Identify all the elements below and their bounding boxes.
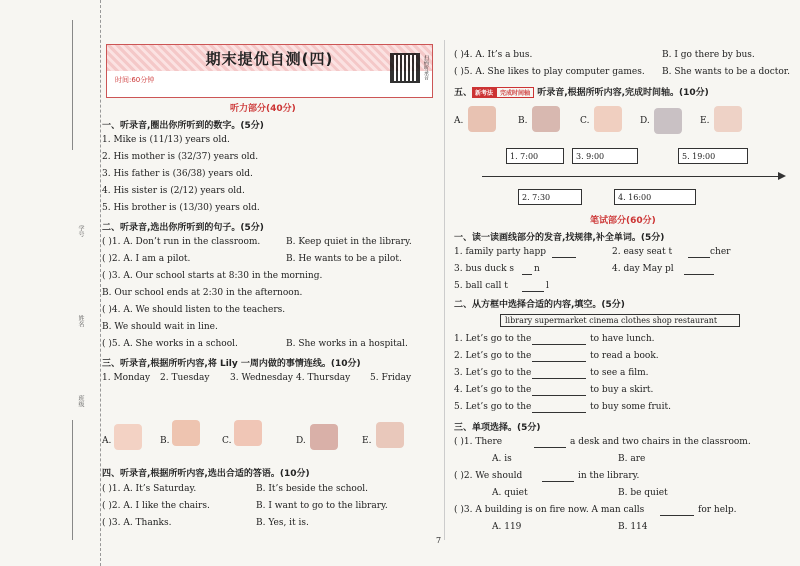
q3-day: 5. Friday — [370, 373, 412, 383]
girl-reading-picture — [594, 106, 622, 132]
q4-heading: 四、听录音,根据所听内容,选出合适的答语。(10分) — [102, 469, 310, 479]
q5-pic-label: C. — [580, 116, 590, 126]
w3-blank[interactable] — [542, 471, 574, 482]
q3-pic-label: A. — [102, 436, 112, 446]
q1-item: 1. Mike is (11/13) years old. — [102, 135, 230, 145]
q1-item: 2. His mother is (32/37) years old. — [102, 152, 259, 162]
w1-blank[interactable] — [552, 247, 576, 258]
girl-bed-picture — [468, 106, 496, 132]
w2-blank[interactable] — [532, 368, 586, 379]
q5-heading — [454, 85, 709, 98]
w3-question: ( )2. We should — [454, 471, 523, 481]
q5-pic-label: B. — [518, 116, 528, 126]
w2-item: 2. Let’s go to the — [454, 351, 532, 361]
w3-question-end: for help. — [698, 505, 737, 515]
timeline-slot[interactable]: 5. 19:00 — [678, 148, 748, 164]
q2-item-b: B. Keep quiet in the library. — [286, 237, 412, 247]
binding-label-id: 学号 — [77, 225, 84, 237]
w1-item: 3. bus duck s — [454, 264, 515, 274]
w1-heading: 一、读一读画线部分的发音,找规律,补全单词。(5分) — [454, 233, 665, 243]
w2-item-end: to buy some fruit. — [590, 402, 671, 412]
q3-day: 1. Monday — [102, 373, 151, 383]
q3-pic-label: C. — [222, 436, 232, 446]
w2-blank[interactable] — [532, 402, 586, 413]
w3-question: ( )1. There — [454, 437, 503, 447]
q4-item-b: B. I want to go to the library. — [256, 501, 388, 511]
w3-heading: 三、单项选择。(5分) — [454, 423, 541, 433]
girl-cooking-picture — [376, 422, 404, 448]
q4-item-a: ( )3. A. Thanks. — [102, 518, 172, 528]
q3-pic-label: E. — [362, 436, 372, 446]
q5-heading-text: 听录音,根据所听内容,完成时间轴。(10分) — [537, 88, 709, 98]
page-title: 期末提优自测(四) — [205, 49, 334, 68]
tv-picture — [654, 108, 682, 134]
w2-blank[interactable] — [532, 351, 586, 362]
w1-blank[interactable] — [522, 264, 532, 275]
timeline-arrow-icon — [778, 172, 786, 180]
w1-item: 2. easy seat t — [612, 247, 673, 257]
q4-item-b: B. It’s beside the school. — [256, 484, 369, 494]
q5-pic-label: D. — [640, 116, 650, 126]
title-box — [106, 44, 433, 98]
q1-heading: 一、听录音,圈出你所听到的数字。(5分) — [102, 121, 264, 131]
w3-option-b: B. are — [618, 454, 646, 464]
w1-item: 1. family party happ — [454, 247, 547, 257]
q2-item-a: ( )5. A. She works in a school. — [102, 339, 238, 349]
column-divider — [444, 40, 445, 540]
q4-item-a: ( )4. A. It’s a bus. — [454, 50, 533, 60]
q3-pic-label: B. — [160, 436, 170, 446]
q3-day: 2. Tuesday — [160, 373, 210, 383]
q5-pic-label: A. — [454, 116, 464, 126]
w1-blank[interactable] — [684, 264, 714, 275]
family-dinner-picture — [114, 424, 142, 450]
q4-item-a: ( )1. A. It’s Saturday. — [102, 484, 197, 494]
q1-item: 3. His father is (36/38) years old. — [102, 169, 253, 179]
w2-item: 3. Let’s go to the — [454, 368, 532, 378]
timeline-slot[interactable]: 3. 9:00 — [572, 148, 638, 164]
q4-item-b: B. I go there by bus. — [662, 50, 755, 60]
q2-item-a: ( )1. A. Don’t run in the classroom. — [102, 237, 261, 247]
binding-label-name: 姓名 — [77, 315, 84, 327]
time-limit: 时间:60分钟 — [115, 76, 155, 84]
q2-item-b: B. She works in a hospital. — [286, 339, 408, 349]
w1-blank[interactable] — [522, 281, 544, 292]
q2-item-b: B. He wants to be a pilot. — [286, 254, 402, 264]
written-section-title: 笔试部分(60分) — [590, 216, 656, 226]
binding-line — [72, 20, 73, 150]
w1-item: 4. day May pl — [612, 264, 674, 274]
q1-item: 5. His brother is (13/30) years old. — [102, 203, 260, 213]
q4-item-b: B. She wants to be a doctor. — [662, 67, 790, 77]
word-bank-box: library supermarket cinema clothes shop restaurant — [500, 314, 740, 327]
w1-item: n — [534, 264, 540, 274]
timeline-slot[interactable]: 4. 16:00 — [614, 189, 696, 205]
w2-blank[interactable] — [532, 334, 586, 345]
timeline-slot[interactable]: 2. 7:30 — [518, 189, 582, 205]
timeline-slot[interactable]: 1. 7:00 — [506, 148, 564, 164]
girl-music-picture — [172, 420, 200, 446]
w2-blank[interactable] — [532, 385, 586, 396]
w2-heading: 二、从方框中选择合适的内容,填空。(5分) — [454, 300, 625, 310]
qr-code-icon[interactable] — [390, 53, 420, 83]
q4-item-a: ( )2. A. I like the chairs. — [102, 501, 210, 511]
new-test-badge: 新考法 — [472, 87, 496, 98]
q1-item: 4. His sister is (2/12) years old. — [102, 186, 245, 196]
binding-label-class: 班级 — [77, 395, 84, 407]
q3-day: 4. Thursday — [296, 373, 351, 383]
timeline-badge: 完成时间轴 — [496, 87, 534, 98]
w3-question-end: in the library. — [578, 471, 640, 481]
binding-line — [72, 420, 73, 540]
q5-prefix: 五、 — [454, 88, 473, 98]
w1-blank[interactable] — [688, 247, 710, 258]
page-number: 7 — [436, 536, 442, 545]
w2-item-end: to have lunch. — [590, 334, 655, 344]
q4-item-b: B. Yes, it is. — [256, 518, 309, 528]
q5-pic-label: E. — [700, 116, 710, 126]
w3-option-a: A. 119 — [492, 522, 522, 532]
w2-item: 1. Let’s go to the — [454, 334, 532, 344]
w2-item-end: to read a book. — [590, 351, 659, 361]
w3-question-end: a desk and two chairs in the classroom. — [570, 437, 751, 447]
computer-picture — [310, 424, 338, 450]
w2-item: 5. Let’s go to the — [454, 402, 532, 412]
q3-pic-label: D. — [296, 436, 306, 446]
w3-blank[interactable] — [534, 437, 566, 448]
w1-item: 5. ball call t — [454, 281, 508, 291]
q2-item-a: B. Our school ends at 2:30 in the afternoon. — [102, 288, 303, 298]
w2-item-end: to see a film. — [590, 368, 649, 378]
w3-option-a: A. quiet — [492, 488, 528, 498]
w3-option-b: B. be quiet — [618, 488, 668, 498]
w2-item-end: to buy a skirt. — [590, 385, 654, 395]
q2-item-a: ( )4. A. We should listen to the teachers. — [102, 305, 286, 315]
q2-item-a: ( )3. A. Our school starts at 8:30 in the morning. — [102, 271, 323, 281]
q2-heading: 二、听录音,选出你所听到的句子。(5分) — [102, 223, 264, 233]
girl-school-picture — [714, 106, 742, 132]
w3-option-a: A. is — [492, 454, 512, 464]
w1-item: cher — [710, 247, 731, 257]
q4-item-a: ( )5. A. She likes to play computer games. — [454, 67, 645, 77]
timeline-axis — [482, 176, 782, 177]
title-band — [107, 45, 432, 71]
w1-item: l — [546, 281, 549, 291]
w3-question: ( )3. A building is on fire now. A man calls — [454, 505, 645, 515]
family-table-picture — [532, 106, 560, 132]
binding-margin — [0, 0, 101, 566]
q3-heading: 三、听录音,根据所听内容,将 Lily 一周内做的事情连线。(10分) — [102, 359, 361, 369]
qr-caption: 扫码听录音 — [423, 55, 429, 80]
w3-option-b: B. 114 — [618, 522, 648, 532]
q3-day: 3. Wednesday — [230, 373, 294, 383]
w3-blank[interactable] — [660, 505, 694, 516]
girl-running-picture — [234, 420, 262, 446]
q2-item-a: ( )2. A. I am a pilot. — [102, 254, 191, 264]
w2-item: 4. Let’s go to the — [454, 385, 532, 395]
q2-item-a: B. We should wait in line. — [102, 322, 218, 332]
listening-section-title: 听力部分(40分) — [230, 104, 296, 114]
